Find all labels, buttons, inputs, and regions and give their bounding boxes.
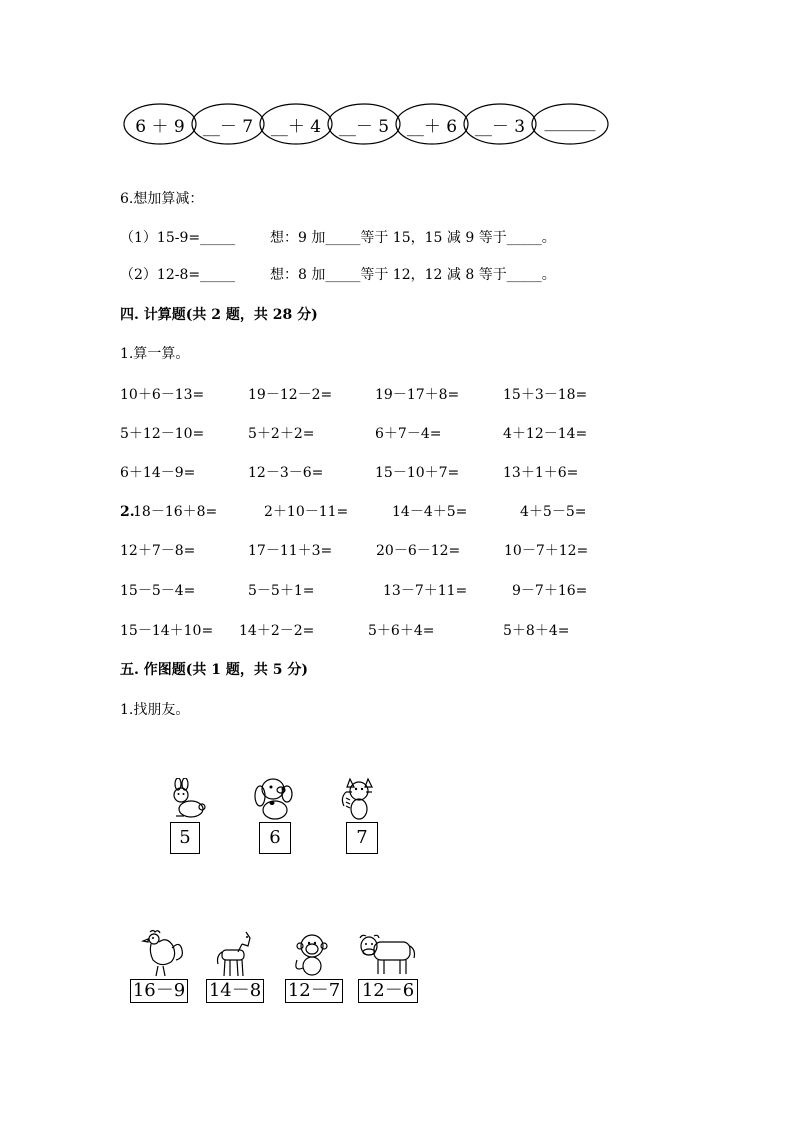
q1-row-1-col-4: 15＋3－18= xyxy=(503,387,588,403)
q6-line-1-num: （1）15-9= xyxy=(120,230,201,246)
q1-row-3-col-4: 13＋1＋6= xyxy=(503,465,579,481)
q6-line-2 xyxy=(120,266,556,284)
q2-row-2-col-4: 10－7＋12= xyxy=(504,543,589,559)
chain-item-6[interactable]: __－ 3 xyxy=(474,117,526,137)
q1-row-3-col-1: 6＋14－9= xyxy=(120,465,196,481)
q2-row-1-col-3: 14－4＋5= xyxy=(392,504,468,520)
chain-item-7[interactable]: ______ xyxy=(544,112,596,132)
number-box-5[interactable]: 5 xyxy=(170,822,200,854)
expr-box-12-6[interactable]: 12－6 xyxy=(358,979,418,1003)
q2-row-1-col-4: 4＋5－5= xyxy=(520,504,587,520)
q2-row-2-col-3: 20－6－12= xyxy=(376,543,461,559)
q6-line-1 xyxy=(120,229,556,247)
q6-line-2-blank1[interactable]: _____ xyxy=(200,267,236,283)
expr-box-16-9[interactable]: 16－9 xyxy=(130,979,188,1003)
rooster-icon xyxy=(136,928,186,978)
q2-row-3-col-4: 9－7＋16= xyxy=(512,583,588,599)
expr-box-12-7[interactable]: 12－7 xyxy=(285,979,343,1003)
chain-item-1: 6 ＋ 9 xyxy=(135,117,185,137)
q6-line-2-end: 。 xyxy=(541,267,556,283)
q1-row-2-col-4: 4＋12－14= xyxy=(503,426,588,442)
q1-row-1-col-1: 10＋6－13= xyxy=(120,387,205,403)
q6-line-1-mid: 等于 15，15 减 9 等于 xyxy=(360,230,507,246)
cat-icon xyxy=(336,776,382,822)
q2-row-4-col-1: 15－14＋10= xyxy=(120,623,214,639)
q1-row-2-col-2: 5＋2＋2= xyxy=(248,426,315,442)
q2-row-1-col-2: 2＋10－11= xyxy=(264,504,349,520)
q1-row-2-col-3: 6＋7－4= xyxy=(375,426,442,442)
q1-row-3-col-2: 12－3－6= xyxy=(248,465,324,481)
chain-item-5[interactable]: __＋ 6 xyxy=(406,117,458,137)
section4-q2-label: 2. xyxy=(120,504,135,520)
chain-item-4[interactable]: __－ 5 xyxy=(338,117,390,137)
dog-icon xyxy=(251,776,299,822)
oval-chain xyxy=(120,100,620,148)
q2-row-4-col-4: 5＋8＋4= xyxy=(503,623,570,639)
q2-row-1-col-1: 18－16＋8= xyxy=(133,504,218,520)
q2-row-3-col-1: 15－5－4= xyxy=(120,583,196,599)
q6-line-2-blank2[interactable]: _____ xyxy=(325,267,361,283)
q6-line-2-mid: 等于 12，12 减 8 等于 xyxy=(360,267,507,283)
q6-title: 6.想加算减： xyxy=(120,191,204,207)
q1-row-3-col-3: 15－10＋7= xyxy=(375,465,460,481)
q6-line-2-num: （2）12-8= xyxy=(120,267,201,283)
section4-title: 四. 计算题(共 2 题，共 28 分) xyxy=(120,307,318,323)
q2-row-3-col-2: 5－5＋1= xyxy=(248,583,315,599)
q1-row-1-col-3: 19－17＋8= xyxy=(375,387,460,403)
q2-row-2-col-2: 17－11＋3= xyxy=(248,543,333,559)
q1-row-1-col-2: 19－12－2= xyxy=(248,387,333,403)
section4-q1-title: 1.算一算。 xyxy=(120,346,190,362)
chain-item-2[interactable]: __－ 7 xyxy=(202,117,254,137)
section5-q1-title: 1.找朋友。 xyxy=(120,702,190,718)
q2-row-2-col-1: 12＋7－8= xyxy=(120,543,196,559)
horse-icon xyxy=(212,928,262,978)
q6-line-2-think: 想：8 加 xyxy=(270,267,326,283)
monkey-icon xyxy=(288,932,332,978)
q2-row-4-col-3: 5＋6＋4= xyxy=(368,623,435,639)
q6-line-1-blank1[interactable]: _____ xyxy=(200,230,236,246)
q6-line-1-blank2[interactable]: _____ xyxy=(325,230,361,246)
number-box-6[interactable]: 6 xyxy=(259,822,291,854)
expr-box-14-8[interactable]: 14－8 xyxy=(206,979,264,1003)
number-box-7[interactable]: 7 xyxy=(346,822,378,854)
q2-row-3-col-3: 13－7＋11= xyxy=(383,583,468,599)
q6-line-2-blank3[interactable]: _____ xyxy=(506,267,542,283)
rabbit-icon xyxy=(164,778,208,822)
q6-line-1-end: 。 xyxy=(541,230,556,246)
cow-icon xyxy=(356,932,418,976)
section5-title: 五. 作图题(共 1 题，共 5 分) xyxy=(120,662,308,678)
chain-item-3[interactable]: __＋ 4 xyxy=(270,117,322,137)
q6-line-1-think: 想：9 加 xyxy=(270,230,326,246)
q6-line-1-blank3[interactable]: _____ xyxy=(506,230,542,246)
q1-row-2-col-1: 5＋12－10= xyxy=(120,426,205,442)
q2-row-4-col-2: 14＋2－2= xyxy=(239,623,315,639)
